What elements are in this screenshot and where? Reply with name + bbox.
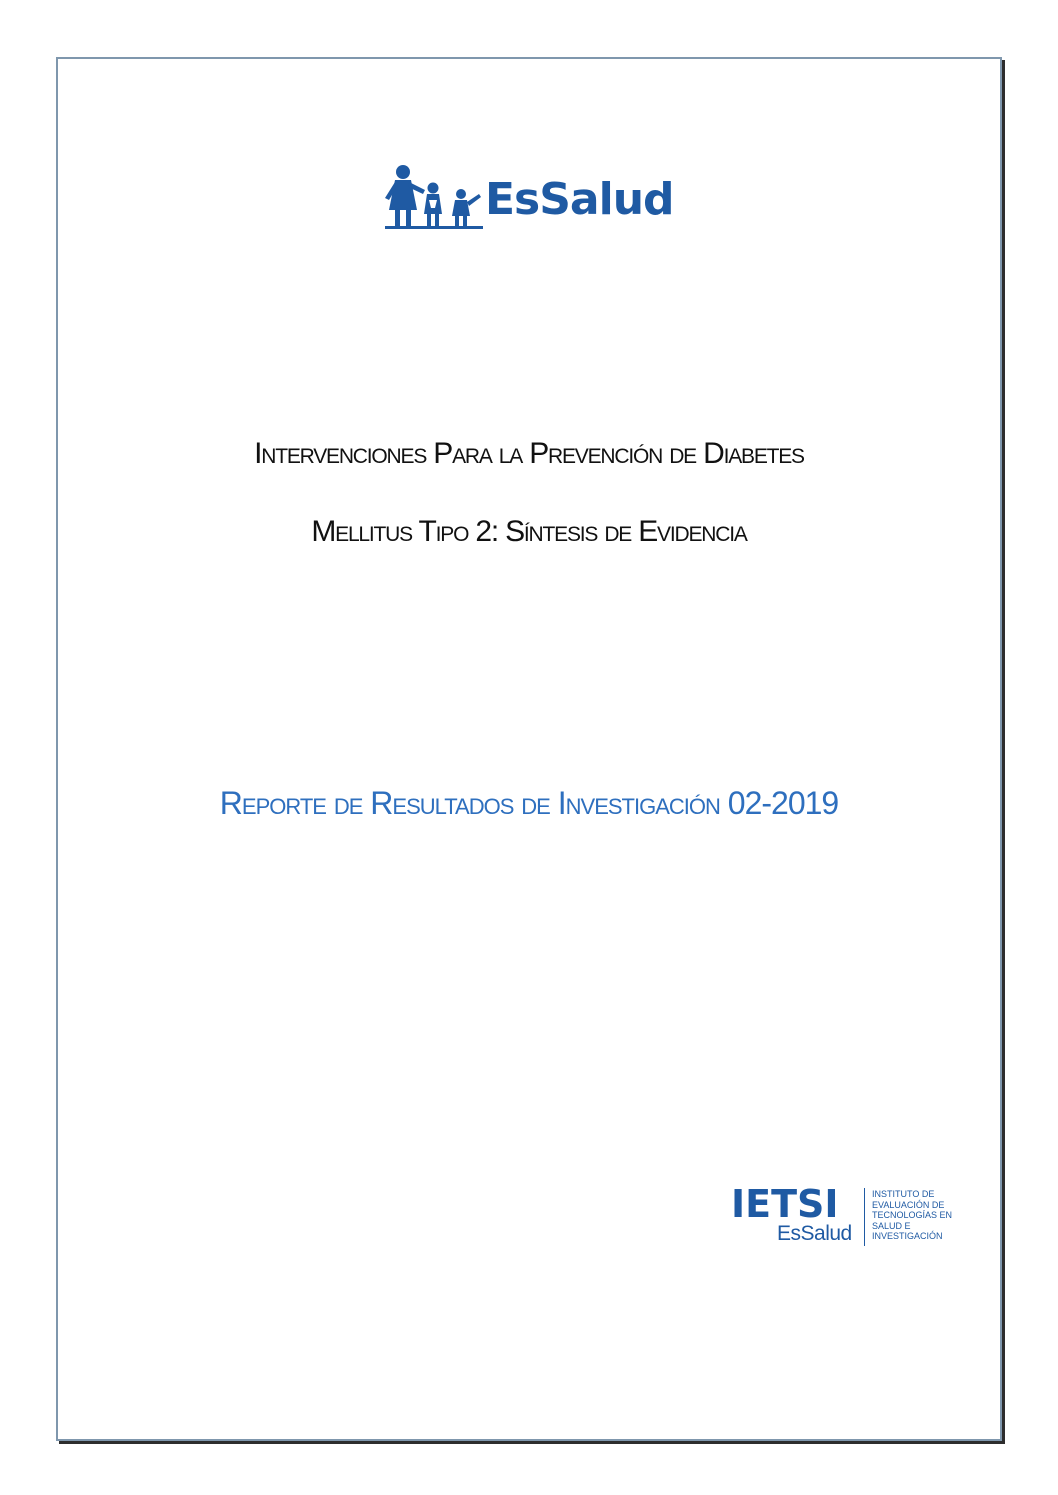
ietsi-logo-description: [872, 1189, 962, 1242]
report-subtitle: Reporte de Resultados de Investigación 02-2019: [219, 785, 839, 821]
family-figures-icon: [385, 164, 485, 230]
essalud-logo-text: EsSalud: [485, 174, 674, 225]
document-title-line-1: Intervenciones Para la Prevención de Diabetes: [254, 437, 804, 470]
ietsi-desc-line: TECNOLOGÍAS EN: [872, 1210, 953, 1220]
ietsi-desc-line: INVESTIGACIÓN: [872, 1231, 943, 1241]
ietsi-logo: [731, 1182, 961, 1250]
ietsi-logo-sub: EsSalud: [777, 1222, 852, 1245]
ietsi-logo-main: IETSI: [731, 1182, 839, 1226]
ietsi-logo-divider: [864, 1188, 865, 1246]
ietsi-desc-line: SALUD E: [872, 1220, 911, 1231]
ietsi-desc-line: INSTITUTO DE: [872, 1189, 935, 1199]
ietsi-desc-line: EVALUACIÓN DE: [872, 1199, 945, 1210]
essalud-logo: [385, 164, 674, 234]
document-title-line-2: Mellitus Tipo 2: Síntesis de Evidencia: [311, 515, 747, 548]
